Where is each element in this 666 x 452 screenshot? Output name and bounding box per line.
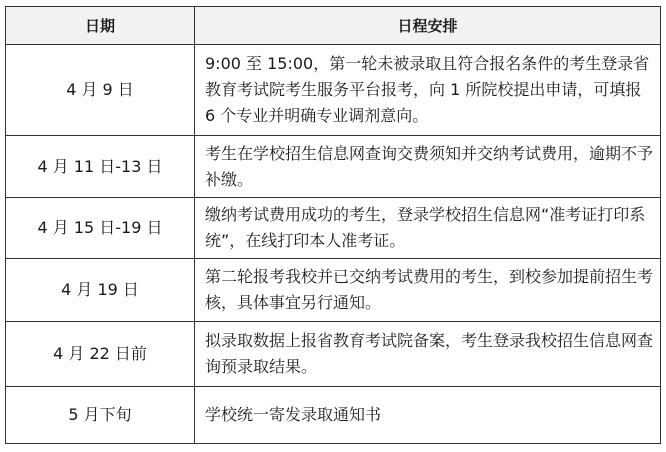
table-row: [6, 45, 661, 136]
table-row: [6, 387, 661, 444]
schedule-cell: 学校统一寄发录取通知书: [195, 387, 661, 444]
date-cell: 5 月下旬: [6, 387, 195, 444]
date-cell: 4 月 15 日-19 日: [6, 198, 195, 259]
schedule-cell: 9:00 至 15:00，第一轮未被录取且符合报名条件的考生登录省教育考试院考生服务平台报考，向 1 所院校提出申请，可填报 6 个专业并明确专业调剂意向。: [195, 45, 661, 136]
schedule-cell: 考生在学校招生信息网查询交费须知并交纳考试费用，逾期不予补缴。: [195, 136, 661, 198]
date-cell: 4 月 22 日前: [6, 322, 195, 387]
schedule-cell: 缴纳考试费用成功的考生，登录学校招生信息网“准考证打印系统”，在线打印本人准考证。: [195, 198, 661, 259]
date-cell: 4 月 9 日: [6, 45, 195, 136]
header-date: 日期: [6, 7, 195, 45]
table-row: [6, 136, 661, 198]
table-header-row: [6, 7, 661, 45]
table-row: [6, 259, 661, 322]
date-cell: 4 月 19 日: [6, 259, 195, 322]
schedule-cell: 第二轮报考我校并已交纳考试费用的考生，到校参加提前招生考核，具体事宜另行通知。: [195, 259, 661, 322]
header-schedule: 日程安排: [195, 7, 661, 45]
schedule-table-container: [5, 6, 660, 444]
table-row: [6, 322, 661, 387]
schedule-table: [5, 6, 661, 444]
table-row: [6, 198, 661, 259]
schedule-cell: 拟录取数据上报省教育考试院备案，考生登录我校招生信息网查询预录取结果。: [195, 322, 661, 387]
date-cell: 4 月 11 日-13 日: [6, 136, 195, 198]
